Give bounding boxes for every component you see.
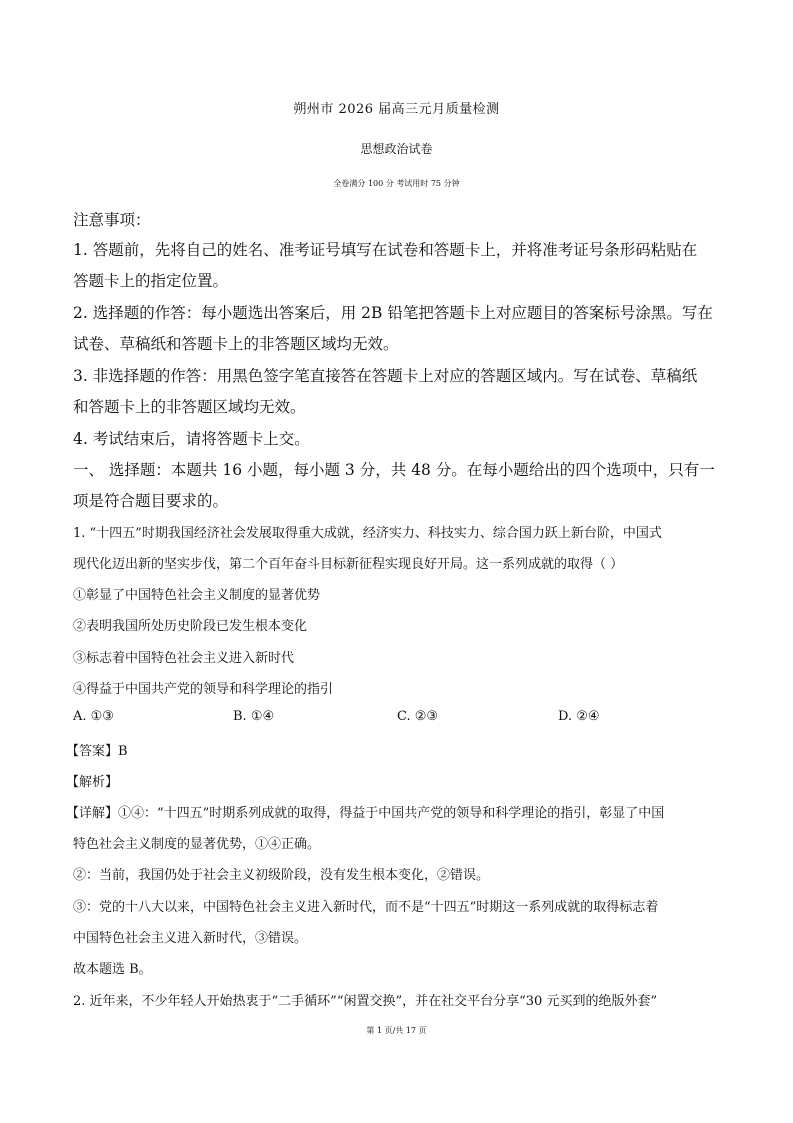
notice-item-2-line-2: 试卷、草稿纸和答题卡上的非答题区域均无效。 [73,335,399,353]
notice-heading: 注意事项： [73,211,151,229]
question-1-stem-line-2: 现代化迈出新的坚实步伐，第二个百年奋斗目标新征程实现良好开局。这一系列成就的取得（ ） [73,557,624,572]
question-1-statement-4: ④得益于中国共产党的领导和科学理论的指引 [73,682,334,697]
notice-item-4: 4. 考试结束后，请将答题卡上交。 [73,430,310,448]
question-1-detail-line-2: 特色社会主义制度的显著优势，①④正确。 [73,837,321,852]
section-1-line-1: 一、 选择题：本题共 16 小题，每小题 3 分，共 48 分。在每小题给出的四个选项中，只有一 [73,461,715,479]
notice-item-3-line-2: 和答题卡上的非答题区域均无效。 [73,398,306,416]
question-1-stem-line-1: 1. “十四五”时期我国经济社会发展取得重大成就，经济实力、科技实力、综合国力跃上新台阶，中国式 [73,526,662,541]
page-footer: 第 1 页/共 17 页 [366,1026,427,1035]
question-1-conclusion: 故本题选 B。 [73,962,152,977]
question-1-option-d: D. ②④ [558,709,600,724]
question-1-statement-1: ①彰显了中国特色社会主义制度的显著优势 [73,588,321,603]
exam-title: 朔州市 2026 届高三元月质量检测 [293,102,500,117]
question-1-statement-2: ②表明我国所处历史阶段已发生根本变化 [73,619,308,634]
question-1-analysis-label: 【解析】 [66,775,119,790]
question-1-detail-line-3: ②：当前，我国仍处于社会主义初级阶段，没有发生根本变化，②错误。 [73,868,490,883]
notice-item-1-line-2: 答题卡上的指定位置。 [73,272,229,290]
section-1-line-2: 项是符合题目要求的。 [73,492,229,510]
question-1-statement-3: ③标志着中国特色社会主义进入新时代 [73,651,295,666]
question-1-detail-line-1: 【详解】①④：“十四五”时期系列成就的取得，得益于中国共产党的领导和科学理论的指引，彰显了中国 [66,806,665,821]
question-1-option-a: A. ①③ [73,709,114,724]
question-1-option-b: B. ①④ [233,709,275,724]
question-1-answer: 【答案】B [66,744,128,759]
question-1-detail-line-4: ③：党的十八大以来，中国特色社会主义进入新时代，而不是“十四五”时期这一系列成就的取得标志着 [73,900,659,915]
notice-item-1-line-1: 1. 答题前，先将自己的姓名、准考证号填写在试卷和答题卡上，并将准考证号条形码粘贴在 [73,241,698,259]
question-1-detail-line-5: 中国特色社会主义进入新时代，③错误。 [73,931,308,946]
exam-subtitle: 思想政治试卷 [360,142,433,156]
exam-meta: 全卷满分 100 分 考试用时 75 分钟 [333,179,460,188]
question-2-stem-line-1: 2. 近年来，不少年轻人开始热衷于“二手循环”“闲置交换”，并在社交平台分享“30 元买到的绝版外套” [73,994,658,1009]
notice-item-3-line-1: 3. 非选择题的作答：用黑色签字笔直接答在答题卡上对应的答题区域内。写在试卷、草稿纸 [73,367,698,385]
question-1-option-c: C. ②③ [397,709,439,724]
notice-item-2-line-1: 2. 选择题的作答：每小题选出答案后，用 2B 铅笔把答题卡上对应题目的答案标号涂黑。写在 [73,304,713,322]
